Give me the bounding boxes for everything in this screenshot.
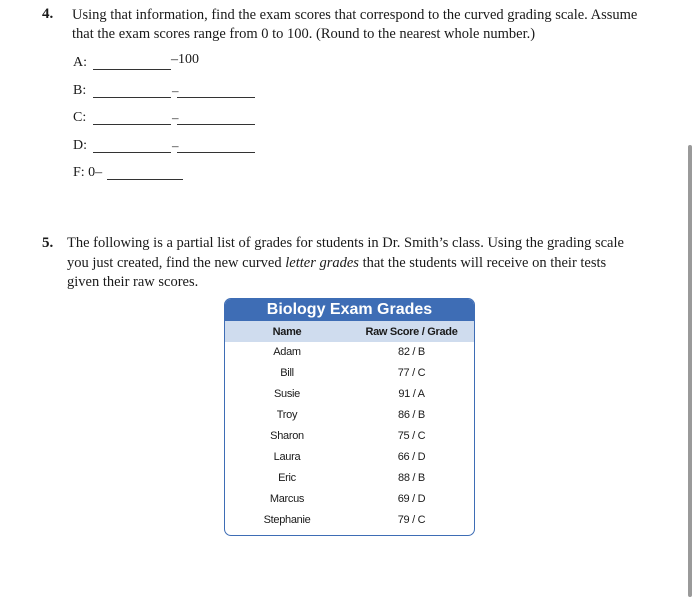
raw-score-grade: 91 / A bbox=[398, 388, 425, 400]
student-name: Sharon bbox=[270, 430, 304, 442]
grade-b-upper-blank[interactable] bbox=[177, 97, 255, 98]
student-name: Laura bbox=[273, 451, 301, 463]
table-row bbox=[225, 489, 474, 510]
student-name: Bill bbox=[280, 367, 294, 379]
grade-c-lower-blank[interactable] bbox=[93, 124, 171, 125]
grade-d-upper-blank[interactable] bbox=[177, 152, 255, 153]
vertical-scrollbar[interactable] bbox=[688, 145, 692, 597]
grade-row-f bbox=[73, 165, 273, 183]
grade-d-dash: – bbox=[172, 138, 179, 153]
raw-score-grade: 66 / D bbox=[397, 451, 426, 463]
student-name: Troy bbox=[276, 409, 298, 421]
table-row bbox=[225, 342, 474, 363]
question-4-text-line1: Using that information, find the exam scores that correspond to the curved grading scale. Assume bbox=[72, 7, 638, 23]
question-4-text-line2: that the exam scores range from 0 to 100. (Round to the nearest whole number.) bbox=[72, 26, 536, 42]
grade-a-lower-blank[interactable] bbox=[93, 69, 171, 70]
raw-score-grade: 79 / C bbox=[397, 514, 426, 526]
student-name: Stephanie bbox=[263, 514, 311, 526]
raw-score-grade: 82 / B bbox=[398, 346, 425, 358]
table-row bbox=[225, 426, 474, 447]
letter-grades-emphasis: letter grades bbox=[285, 255, 359, 271]
grade-label-d: D: bbox=[73, 138, 87, 153]
biology-exam-grades-table bbox=[224, 298, 475, 536]
grade-a-upper: –100 bbox=[171, 52, 199, 67]
question-5-text-line1: The following is a partial list of grades for students in Dr. Smith’s class. Using the grading scale bbox=[67, 235, 624, 251]
table-body bbox=[225, 342, 474, 531]
student-name: Adam bbox=[273, 346, 301, 358]
grade-label-a: A: bbox=[73, 55, 87, 70]
grade-row-b bbox=[73, 83, 273, 101]
question-5-number: 5. bbox=[42, 235, 54, 251]
grade-label-b: B: bbox=[73, 83, 87, 98]
grade-b-lower-blank[interactable] bbox=[93, 97, 171, 98]
student-name: Marcus bbox=[269, 493, 305, 505]
raw-score-grade: 88 / B bbox=[398, 472, 425, 484]
grade-row-c bbox=[73, 110, 273, 128]
raw-score-grade: 86 / B bbox=[398, 409, 425, 421]
raw-score-grade: 77 / C bbox=[397, 367, 426, 379]
student-name: Eric bbox=[278, 472, 296, 484]
raw-score-grade: 75 / C bbox=[397, 430, 426, 442]
grade-b-dash: – bbox=[172, 83, 179, 98]
grade-d-lower-blank[interactable] bbox=[93, 152, 171, 153]
student-name: Susie bbox=[273, 388, 301, 400]
grade-c-dash: – bbox=[172, 110, 179, 125]
question-5-text-line2a: you just created, find the new curved bbox=[67, 255, 286, 271]
table-header-row bbox=[225, 321, 474, 342]
question-5-text-line2b: that the students will receive on their tests bbox=[358, 255, 607, 271]
grade-row-a bbox=[73, 52, 273, 73]
table-title: Biology Exam Grades bbox=[225, 299, 474, 321]
header-raw-score-grade: Raw Score / Grade bbox=[365, 326, 458, 338]
question-4-number: 4. bbox=[42, 6, 54, 22]
raw-score-grade: 69 / D bbox=[397, 493, 426, 505]
table-row bbox=[225, 384, 474, 405]
table-row bbox=[225, 510, 474, 531]
grade-label-f: F: 0– bbox=[73, 165, 103, 180]
table-row bbox=[225, 405, 474, 426]
grade-row-d bbox=[73, 138, 273, 156]
table-row bbox=[225, 468, 474, 489]
grade-c-upper-blank[interactable] bbox=[177, 124, 255, 125]
grade-f-upper-blank[interactable] bbox=[107, 179, 183, 180]
table-row bbox=[225, 363, 474, 384]
header-name: Name bbox=[272, 326, 302, 338]
question-5-text-line3: given their raw scores. bbox=[67, 274, 199, 290]
table-row bbox=[225, 447, 474, 468]
grade-label-c: C: bbox=[73, 110, 87, 125]
question-5-text-line2 bbox=[67, 254, 606, 274]
